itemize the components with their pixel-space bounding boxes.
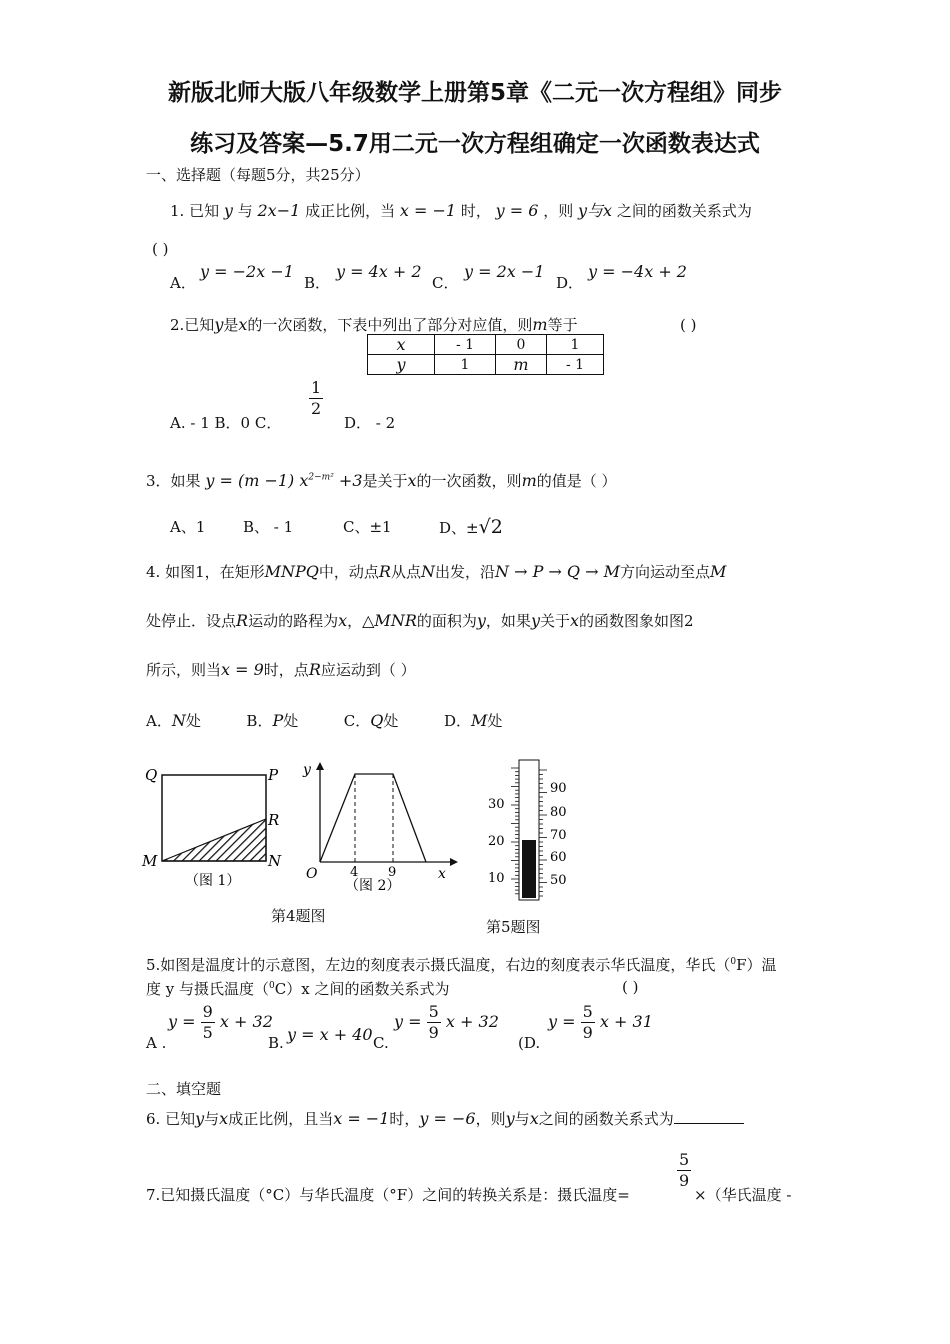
question-7-text: 7.已知摄氏温度（°C）与华氏温度（°F）之间的转换关系是：摄氏温度= (146, 1186, 630, 1204)
q5-option-c-pre: y = (394, 1012, 422, 1031)
q4-option-b-point: P (272, 711, 284, 730)
label-r: R (268, 811, 280, 829)
q3-expr-tail: +3 (338, 471, 363, 490)
q4-text: 应运动到（ ） (320, 661, 416, 679)
origin-label: O (306, 866, 318, 882)
q5-text: 5.如图是温度计的示意图，左边的刻度表示摄氏温度，右边的刻度表示华氏温度，华氏（ (146, 956, 731, 974)
q1-option-d-label: D． (556, 274, 584, 292)
question-3 (146, 470, 617, 491)
q1-expr: 2x−1 (257, 201, 301, 220)
q4-text: 方向运动至点 (619, 563, 710, 581)
q3-option-d-sqrt: √2 (478, 516, 503, 538)
table-row (368, 335, 604, 355)
question-5-line2 (146, 978, 449, 999)
q2-text: 2.已知 (170, 316, 215, 334)
q4-rect-name: MNPQ (264, 562, 319, 581)
fahrenheit-label-50: 50 (550, 873, 567, 888)
q5-option-b-label: B. (268, 1034, 284, 1052)
q4-option-b-label: B． (246, 712, 273, 730)
q5-text: C）x 之间的函数关系式为 (274, 980, 450, 998)
q3-text: 是关于 (362, 472, 408, 490)
x-axis-arrow (450, 858, 458, 866)
q5-option-d-post: x + 31 (599, 1012, 653, 1031)
celsius-label-20: 20 (488, 834, 505, 849)
q1-text: 1. 已知 (170, 202, 220, 220)
q4-condition: x = 9 (221, 660, 264, 679)
q2-answer-paren: ( ) (680, 316, 697, 334)
q2-value-table (367, 334, 604, 375)
figure-1-caption: （图 1） (185, 873, 241, 889)
q4-option-a-point: N (171, 711, 186, 730)
q1-option-c: y = 2x −1 (464, 262, 545, 281)
q4-point-m: M (710, 562, 727, 581)
table-cell: 0 (496, 335, 547, 355)
q2-option-c-fraction (309, 380, 323, 417)
fraction-denominator: 9 (428, 1023, 439, 1042)
q4-var-y: y (530, 611, 540, 630)
question-1 (170, 198, 752, 221)
table-cell: y (368, 355, 435, 375)
q4-text: 的函数图象如图2 (579, 612, 694, 630)
q6-var-x: x (219, 1109, 229, 1128)
q1-condition-x: x = −1 (399, 201, 457, 220)
q4-text: 中，动点 (318, 563, 379, 581)
q3-text: 的值是（ ） (536, 472, 617, 490)
fahrenheit-label-90: 90 (550, 781, 567, 796)
q6-text: ，则 (475, 1110, 506, 1128)
q6-var-y: y (195, 1109, 205, 1128)
q5-option-d-pre: y = (548, 1012, 576, 1031)
thermometer-figure (480, 758, 590, 908)
q5-degree-sup: 0 (269, 981, 275, 991)
q2-option-d: D． - 2 (344, 414, 396, 432)
q3-expr (205, 471, 362, 490)
q6-condition-x: x = −1 (333, 1109, 390, 1128)
q4-text: 的面积为 (416, 612, 477, 630)
figure-2-graph (298, 758, 458, 898)
q5-option-c (394, 1004, 499, 1041)
q1-text: 之间的函数关系式为 (616, 202, 752, 220)
figure-2-caption: （图 2） (345, 878, 401, 894)
fraction-numerator: 1 (311, 378, 322, 397)
q4-text: 出发，沿 (434, 563, 495, 581)
q4-option-d-tail: 处 (487, 712, 503, 730)
q4-point-r: R (378, 562, 391, 581)
fraction-denominator: 9 (679, 1171, 690, 1190)
shaded-triangle (162, 819, 266, 861)
q4-option-b-tail: 处 (283, 712, 299, 730)
q6-text: 与 (514, 1110, 530, 1128)
q3-expr-main: y = (m −1) x (205, 471, 309, 490)
q4-point-n: N (420, 562, 435, 581)
q5-option-c-post: x + 32 (445, 1012, 499, 1031)
q3-option-d-label: D、± (439, 519, 479, 537)
q1-option-b: y = 4x + 2 (336, 262, 422, 281)
q4-point-r: R (236, 611, 249, 630)
fahrenheit-label-60: 60 (550, 850, 567, 865)
q4-point-r: R (308, 660, 321, 679)
q1-option-d: y = −4x + 2 (588, 262, 687, 281)
q2-options-ab: A. - 1 B．0 C． (170, 414, 282, 432)
q3-var-m: m (521, 471, 537, 490)
label-p: P (268, 766, 279, 784)
thermometer-liquid (522, 840, 536, 898)
celsius-ticks (511, 768, 519, 894)
table-cell: m (496, 355, 547, 375)
q5-option-a-post: x + 32 (219, 1012, 273, 1031)
q5-text: F）温 (736, 956, 777, 974)
q6-condition-y: y = −6 (419, 1109, 476, 1128)
q4-var-x: x (338, 611, 348, 630)
question-4-line1 (146, 561, 726, 582)
q6-text: 与 (204, 1110, 220, 1128)
q4-text: 所示，则当 (146, 661, 222, 679)
label-m: M (142, 852, 158, 870)
q3-expr-exponent: 2−m² (308, 472, 334, 483)
q7-fraction (677, 1152, 691, 1189)
q5-text: 度 y 与摄氏温度（ (146, 980, 270, 998)
q1-text: 与 (237, 202, 253, 220)
label-q: Q (145, 766, 158, 784)
q4-option-c-point: Q (370, 711, 384, 730)
fraction-denominator: 9 (582, 1023, 593, 1042)
table-cell: - 1 (547, 355, 604, 375)
table-cell: - 1 (435, 335, 496, 355)
q5-option-a (168, 1004, 273, 1041)
q4-text: 从点 (390, 563, 421, 581)
q1-var-y: y (223, 201, 233, 220)
question-4-line3 (146, 659, 416, 680)
celsius-label-30: 30 (488, 797, 505, 812)
figure-q5-caption: 第5题图 (486, 918, 541, 936)
q4-options (146, 710, 502, 731)
q2-var-m: m (532, 315, 548, 334)
q4-text: ，如果 (485, 612, 531, 630)
tick-label-9: 9 (388, 865, 397, 880)
fahrenheit-label-80: 80 (550, 805, 567, 820)
q5-option-a-pre: y = (168, 1012, 196, 1031)
fahrenheit-ticks (539, 770, 547, 896)
q1-text: 成正比例，当 (305, 202, 396, 220)
q3-text: 的一次函数，则 (416, 472, 522, 490)
fraction-denominator: 5 (202, 1023, 213, 1042)
q3-text: 3．如果 (146, 472, 201, 490)
function-curve (320, 774, 426, 862)
question-7-text-tail: ×（华氏温度 - (694, 1186, 792, 1204)
q4-option-a-label: A． (146, 712, 172, 730)
q1-option-c-label: C． (432, 274, 459, 292)
q4-text: 关于 (539, 612, 570, 630)
q1-option-b-label: B． (304, 274, 331, 292)
section-choice-heading: 一、选择题（每题5分，共25分） (146, 166, 370, 184)
table-cell: 1 (435, 355, 496, 375)
q4-text: 时，点 (263, 661, 309, 679)
axis-label-x: x (438, 866, 446, 882)
tick-label-4: 4 (350, 865, 359, 880)
figure-1-rectangle (140, 758, 290, 893)
question-4-line2 (146, 610, 694, 631)
q1-text: ，则 (543, 202, 574, 220)
q4-option-a-tail: 处 (185, 712, 201, 730)
q3-option-a: A、1 (170, 518, 206, 536)
q1-text: 时， (460, 202, 491, 220)
fraction-numerator: 5 (582, 1002, 593, 1021)
axis-label-y: y (303, 762, 311, 778)
q4-option-c-tail: 处 (383, 712, 399, 730)
fahrenheit-label-70: 70 (550, 828, 567, 843)
q5-option-a-label: A . (146, 1034, 167, 1052)
q3-option-b: B、 - 1 (243, 518, 294, 536)
q4-triangle: △MNR (362, 611, 417, 630)
fraction-numerator: 5 (679, 1150, 690, 1169)
q5-degree-sup: 0 (730, 957, 737, 967)
q2-var-x: x (238, 315, 248, 334)
q6-text: 成正比例，且当 (228, 1110, 334, 1128)
y-axis-arrow (316, 762, 324, 770)
q1-option-a: y = −2x −1 (200, 262, 294, 281)
q1-answer-paren: ( ) (152, 240, 169, 258)
section-fill-heading: 二、填空题 (146, 1080, 222, 1098)
q4-option-c-label: C． (343, 712, 371, 730)
q2-text: 等于 (547, 316, 578, 334)
q4-option-d-point: M (471, 711, 488, 730)
fraction-numerator: 9 (202, 1002, 213, 1021)
figure-q4-caption: 第4题图 (271, 907, 326, 925)
q4-var-x: x (570, 611, 580, 630)
q5-answer-paren: ( ) (622, 978, 639, 996)
q1-option-a-label: A． (170, 274, 196, 292)
q6-text: 时， (389, 1110, 420, 1128)
doc-title-line2: 练习及答案—5.7用二元一次方程组确定一次函数表达式 (190, 131, 760, 157)
q4-text: 4. 如图1，在矩形 (146, 563, 265, 581)
q6-text: 6. 已知 (146, 1110, 196, 1128)
fraction-denominator: 2 (311, 399, 322, 418)
question-6 (146, 1108, 744, 1129)
table-row (368, 355, 604, 375)
question-5-line1 (146, 954, 776, 975)
q6-text: 之间的函数关系式为 (538, 1110, 674, 1128)
q4-path: N → P → Q → M (494, 562, 620, 581)
q4-text: ， (347, 612, 363, 630)
q5-option-b: y = x + 40 (287, 1025, 373, 1044)
q3-option-c: C、±1 (343, 518, 392, 536)
doc-title-line1: 新版北师大版八年级数学上册第5章《二元一次方程组》同步 (167, 80, 782, 106)
q6-var-y: y (505, 1109, 515, 1128)
q2-text: 的一次函数，下表中列出了部分对应值，则 (247, 316, 533, 334)
label-n: N (268, 852, 282, 870)
q6-var-x: x (529, 1109, 539, 1128)
question-2 (170, 314, 578, 335)
q5-option-d (548, 1004, 653, 1041)
q3-option-d (439, 516, 503, 538)
celsius-label-10: 10 (488, 871, 505, 886)
q5-option-c-label: C. (373, 1034, 389, 1052)
q4-var-y: y (476, 611, 486, 630)
q4-text: 运动的路程为 (248, 612, 339, 630)
table-cell: 1 (547, 335, 604, 355)
q1-var-yx: y与x (578, 201, 613, 220)
fraction-numerator: 5 (428, 1002, 439, 1021)
q1-condition-y: y = 6 (495, 201, 539, 220)
q2-text: 是 (223, 316, 239, 334)
table-cell: x (368, 335, 435, 355)
q4-text: 处停止．设点 (146, 612, 237, 630)
q5-option-d-label: (D. (518, 1034, 541, 1052)
q3-var-x: x (407, 471, 417, 490)
q2-var-y: y (214, 315, 224, 334)
q4-option-d-label: D． (443, 712, 472, 730)
q6-answer-blank[interactable] (674, 1109, 744, 1124)
